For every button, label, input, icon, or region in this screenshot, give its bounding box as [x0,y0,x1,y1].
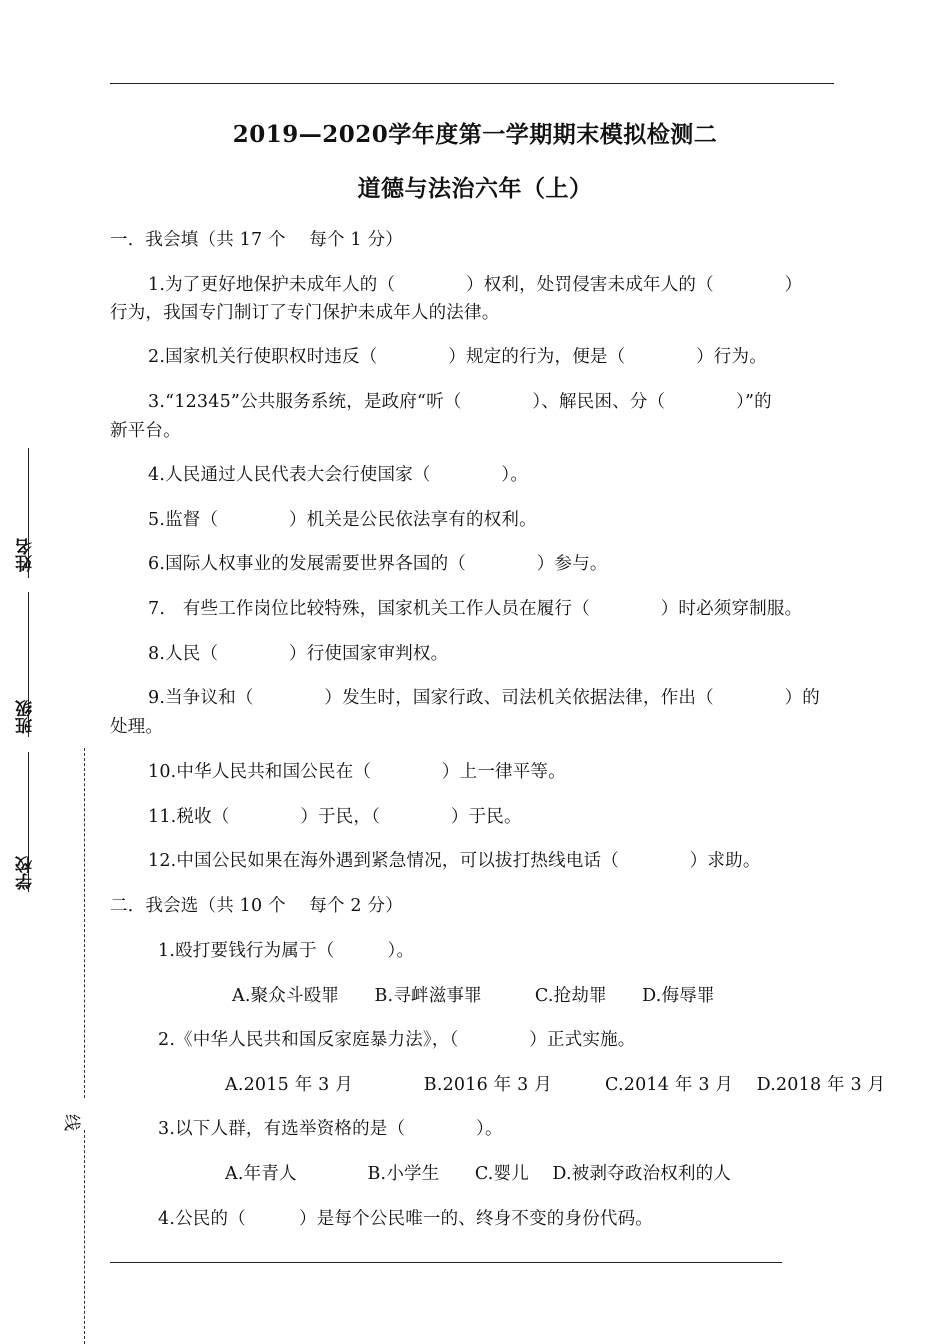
cut-line-upper [84,748,85,1098]
question-1-3-cont: 新平台。 [110,421,181,441]
question-1-1-cont: 行为，我国专门制订了专门保护未成年人的法律。 [110,303,500,323]
question-1-7: 7. 有些工作岗位比较特殊，国家机关工作人员在履行（ ）时必须穿制服。 [148,599,803,619]
question-2-3-options: A.年青人 B.小学生 C.婴儿 D.被剥夺政治权利的人 [225,1164,732,1184]
question-2-4: 4.公民的（ ）是每个公民唯一的、终身不变的身份代码。 [158,1209,653,1229]
question-1-11: 11.税收（ ）于民，（ ）于民。 [148,807,522,827]
question-1-1: 1.为了更好地保护未成年人的（ ）权利，处罚侵害未成年人的（ ） [148,275,803,295]
question-1-4: 4.人民通过人民代表大会行使国家（ ）。 [148,465,529,485]
question-1-12: 12.中国公民如果在海外遇到紧急情况，可以拔打热线电话（ ）求助。 [148,851,761,871]
class-label: 班级 [16,700,36,734]
question-1-5: 5.监督（ ）机关是公民依法享有的权利。 [148,510,537,530]
question-1-8: 8.人民（ ）行使国家审判权。 [148,644,449,664]
question-2-2: 2.《中华人民共和国反家庭暴力法》，（ ）正式实施。 [158,1030,636,1050]
question-2-2-options: A.2015 年 3 月 B.2016 年 3 月 C.2014 年 3 月 D.2018 年 3 月 [225,1075,886,1095]
question-1-3: 3.“12345”公共服务系统，是政府“听（ ）、解民困、分（ ）”的 [148,392,772,412]
bottom-rule [110,1262,782,1263]
name-label: 姓名 [16,538,36,572]
cut-line-lower [84,1130,85,1344]
exam-subtitle: 道德与法治六年（上） [357,175,593,202]
question-1-2: 2.国家机关行使职权时违反（ ）规定的行为，便是（ ）行为。 [148,347,767,367]
question-1-10: 10.中华人民共和国公民在（ ）上一律平等。 [148,762,566,782]
question-2-1-options: A.聚众斗殴罪 B.寻衅滋事罪 C.抢劫罪 D.侮辱罪 [232,986,715,1006]
exam-title: 2019—2020学年度第一学期期末模拟检测二 [232,121,718,148]
question-2-1: 1.殴打要钱行为属于（ ）。 [158,941,415,961]
question-2-3: 3.以下人群，有选举资格的是（ ）。 [158,1119,503,1139]
question-1-9-cont: 处理。 [110,717,164,737]
question-1-9: 9.当争议和（ ）发生时，国家行政、司法机关依据法律，作出（ ）的 [148,688,820,708]
question-1-6: 6.国际人权事业的发展需要世界各国的（ ）参与。 [148,554,608,574]
school-label: 学校 [16,856,36,890]
top-rule [110,83,834,84]
cut-line-label: 线 [64,1110,81,1130]
section2-heading: 二．我会选（共 10 个 每个 2 分） [110,896,403,916]
section1-heading: 一．我会填（共 17 个 每个 1 分） [110,230,403,250]
